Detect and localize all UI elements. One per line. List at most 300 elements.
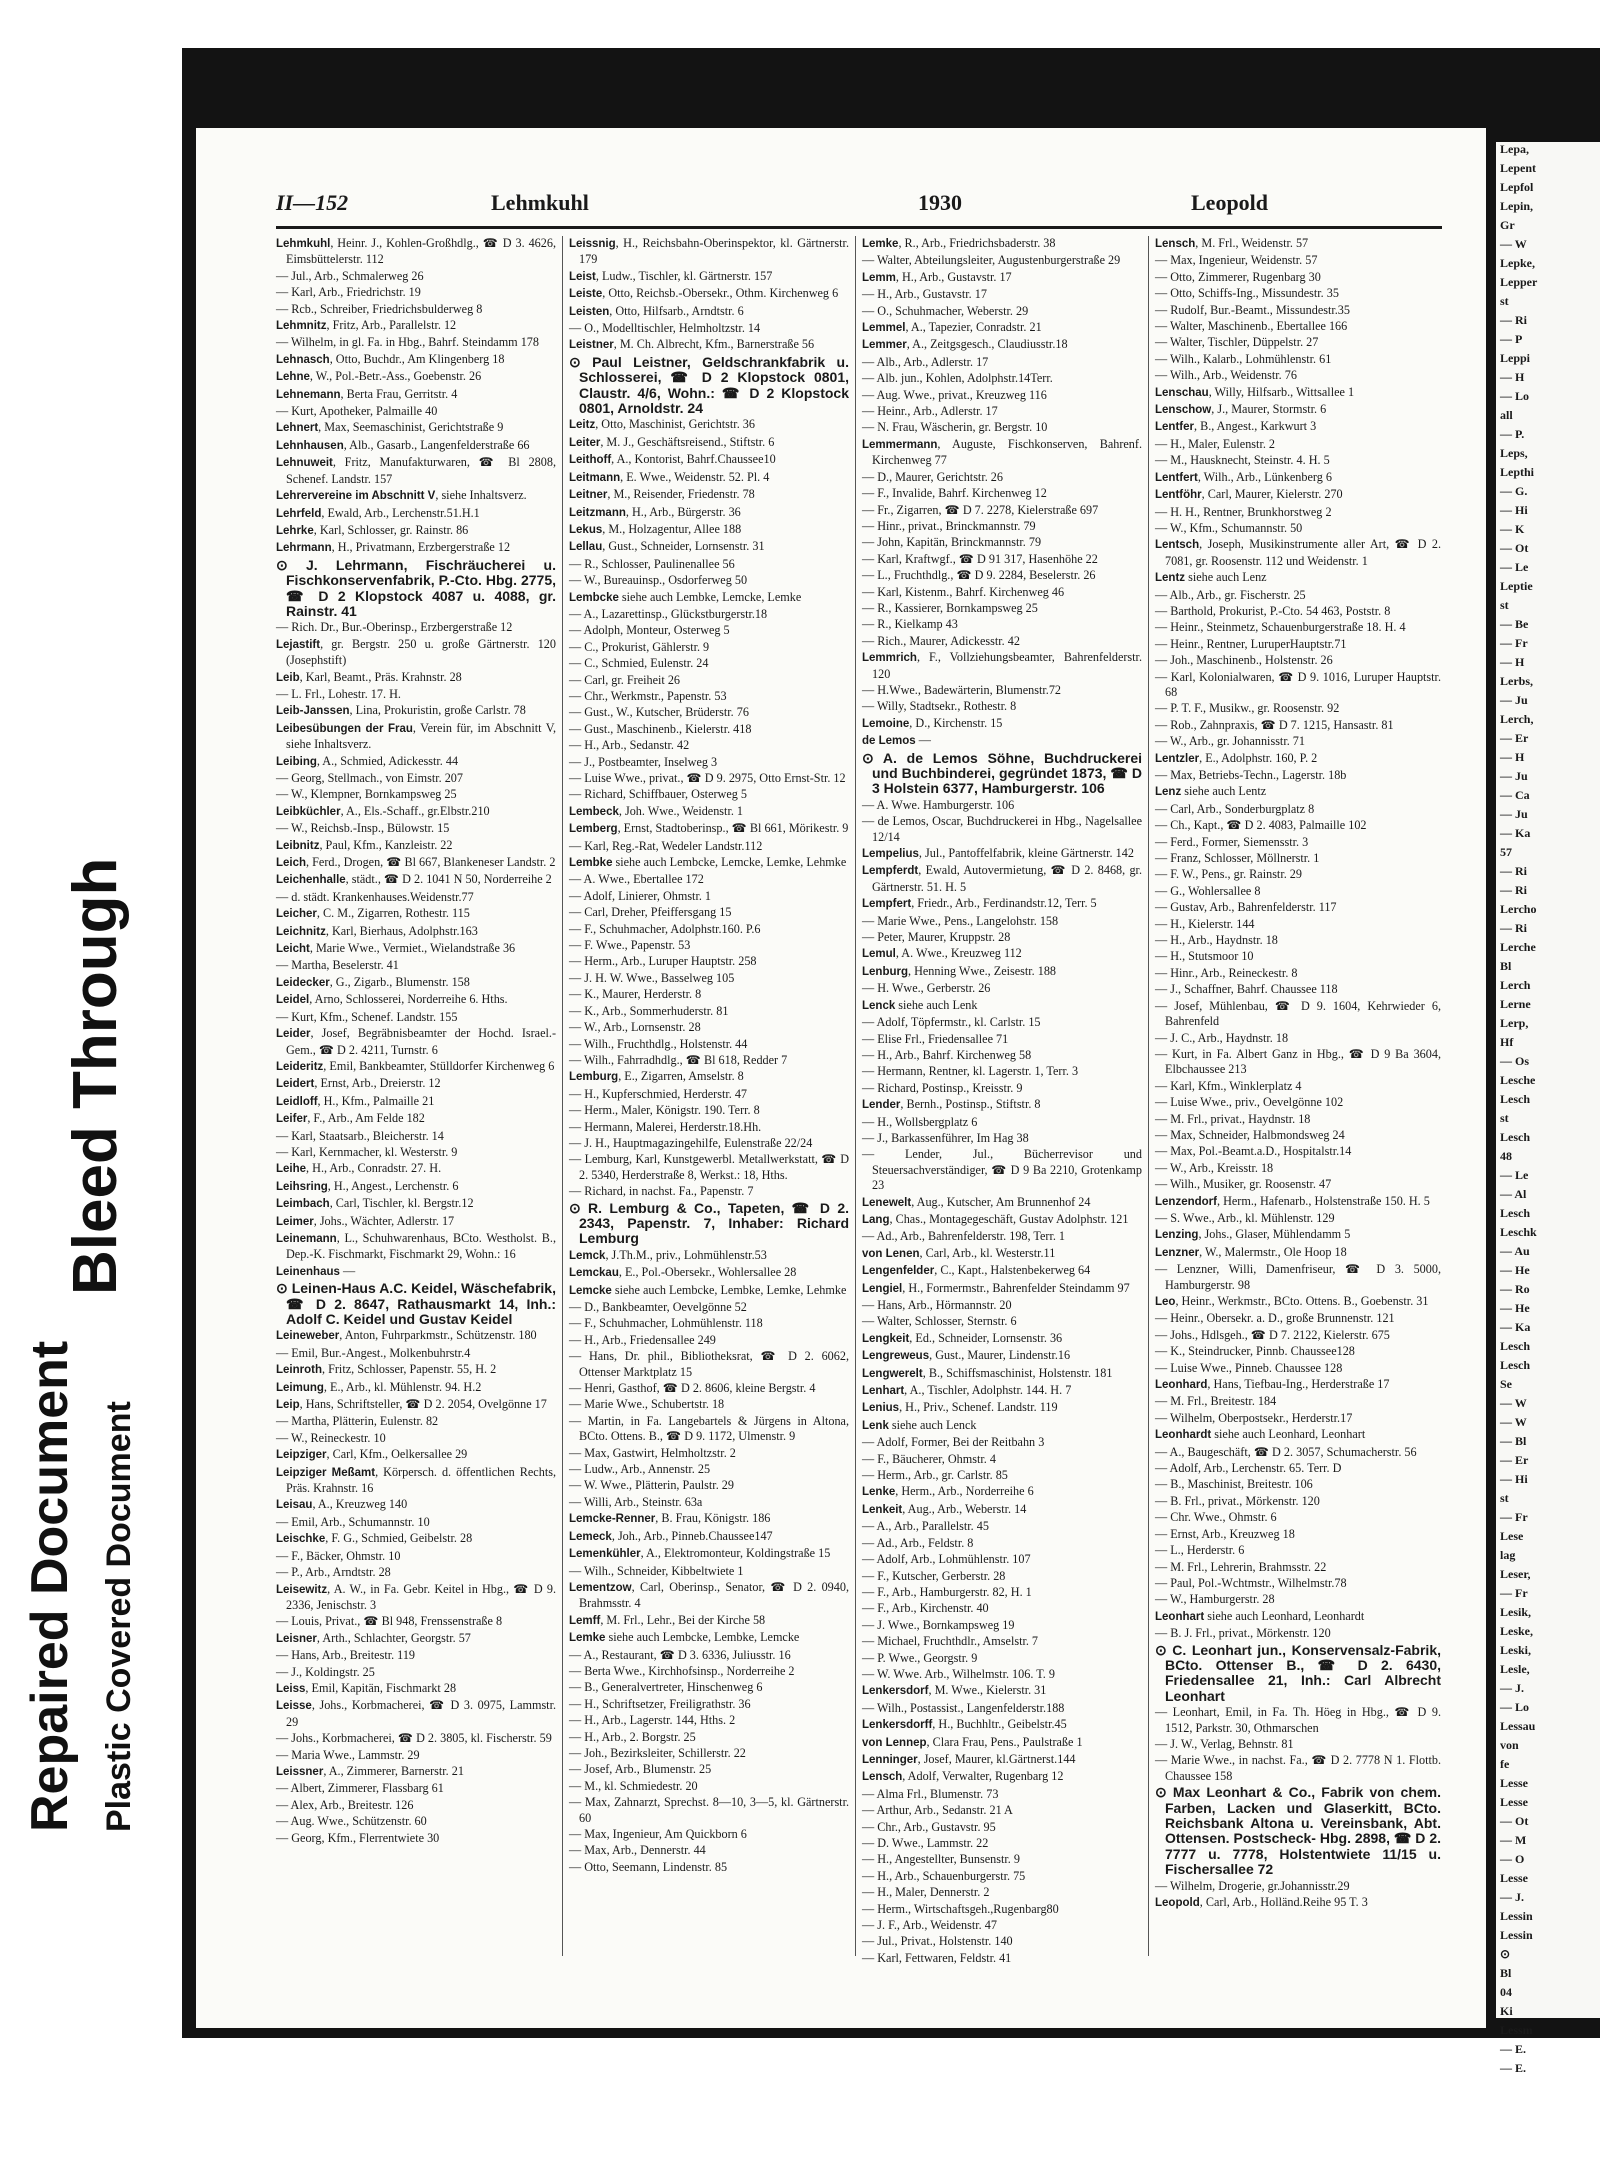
directory-entry: — John, Kapitän, Brinckmannstr. 79 [862,535,1042,550]
directory-entry: Lementzow, Carl, Oberinsp., Senator, ☎ D 2. 0940, Brahmsstr. 4 [569,1579,849,1611]
directory-entry: ⊙ Paul Leistner, Geldschrankfabrik u. Schlosserei, ☎ D 2 Klopstock 0801, Claustr. 4/6, Wohn.: ☎ D 2 Klopstock 0801, Arnoldstr. 24 [569,353,849,417]
directory-entry: Lenburg, Henning Wwe., Zeisestr. 188 [862,963,1057,978]
directory-entry: Lenzing, Johs., Glaser, Mühlendamm 5 [1155,1227,1351,1242]
directory-entry: Lenz siehe auch Lentz [1155,784,1267,799]
adjacent-page-fragment: — K [1500,522,1525,536]
directory-entry: Leist, Ludw., Tischler, kl. Gärtnerstr. 157 [569,268,773,283]
directory-entry: Leibing, A., Schmied, Adickesstr. 44 [276,753,459,768]
directory-entry: — Albert, Zimmerer, Flassbarg 61 [276,1781,444,1796]
directory-entry: Leo, Heinr., Werkmstr., BCto. Ottens. B., Goebenstr. 31 [1155,1294,1429,1308]
directory-entry: — F., Schuhmacher, Lohmühlenstr. 118 [569,1316,763,1331]
directory-entry: — Max, Schneider, Halbmondsweg 24 [1155,1127,1345,1142]
adjacent-page-fragment: — Lo [1500,1700,1530,1714]
adjacent-page-fragment: — W [1500,237,1527,251]
directory-entry: — J. H. W. Wwe., Basselweg 105 [569,970,735,985]
adjacent-page-fragment: Lesch [1500,1206,1530,1220]
adjacent-page-fragment: — Au [1500,1244,1530,1258]
adjacent-page-fragment: st [1500,294,1509,308]
directory-entry: — W., Klempner, Bornkampsweg 25 [276,787,457,802]
directory-entry: Leimung, E., Arb., kl. Mühlenstr. 94. H.2 [276,1379,482,1394]
directory-entry: Leimbach, Carl, Tischler, kl. Bergstr.12 [276,1196,474,1211]
directory-entry: — Wilh., Fahrradhdlg., ☎ Bl 618, Redder 7 [569,1052,788,1067]
directory-entry: — L. Frl., Lohestr. 17. H. [276,686,401,701]
directory-entry: Lengwerelt, B., Schiffsmaschinist, Holstenstr. 181 [862,1365,1113,1380]
directory-entry: — J., Postbeamter, Inselweg 3 [569,754,718,769]
directory-entry: Leonhart siehe auch Leonhard, Leonhardt [1155,1608,1365,1623]
directory-entry: Leich, Ferd., Drogen, ☎ Bl 667, Blankeneser Landstr. 2 [276,855,556,870]
directory-entry: — Adolf, Töpfermstr., kl. Carlstr. 15 [862,1015,1041,1030]
directory-entry: Leip, Hans, Schriftsteller, ☎ D 2. 2054, Ovelgönne 17 [276,1397,547,1412]
directory-entry: — W., Bureauinsp., Osdorferweg 50 [569,573,748,588]
directory-entry: — O., Modelltischler, Helmholtzstr. 14 [569,321,761,336]
adjacent-page-fragment: — Os [1500,1054,1530,1068]
adjacent-page-fragment: Lesch [1500,1358,1530,1372]
directory-entry: — Joh., Maschinenb., Holstenstr. 26 [1155,653,1333,668]
directory-entry: — Hermann, Malerei, Herderstr.18.Hh. [569,1119,762,1134]
directory-entry: Lengiel, H., Formermstr., Bahrenfelder Steindamm 97 [862,1280,1130,1295]
directory-entry: Lenzner, W., Malermstr., Ole Hoop 18 [1155,1244,1347,1259]
directory-entry: Lempfert, Friedr., Arb., Ferdinandstr.12, Terr. 5 [862,896,1097,911]
directory-entry: — Alb., Arb., Adlerstr. 17 [862,354,989,369]
directory-entry: — Karl, Kolonialwaren, ☎ D 9. 1016, Luruper Hauptstr. 68 [1155,669,1441,699]
directory-entry: — Willi, Arb., Steinstr. 63a [569,1494,703,1509]
directory-entry: — Heinr., Obersekr. a. D., große Brunnenstr. 121 [1155,1311,1395,1326]
adjacent-page-fragment: Lesch [1500,1130,1530,1144]
directory-entry: — H., Kielerstr. 144 [1155,916,1255,931]
directory-entry: — Heinr., Rentner, LuruperHauptstr.71 [1155,636,1347,651]
directory-entry: — Karl, Fettwaren, Feldstr. 41 [862,1950,1012,1965]
directory-entry: — J. F., Arb., Weidenstr. 47 [862,1918,997,1933]
directory-entry: — W. Wwe., Plätterin, Paulstr. 29 [569,1478,734,1493]
directory-entry: — K., Steindrucker, Pinnb. Chaussee128 [1155,1344,1355,1359]
directory-entry: — P. Wwe., Georgstr. 9 [862,1650,978,1665]
directory-entry: — Adolf, Arb., Lohmühlenstr. 107 [862,1552,1031,1567]
directory-entry: Lemeck, Joh., Arb., Pinneb.Chaussee147 [569,1528,773,1543]
adjacent-page-fragment: — Ka [1500,1320,1531,1334]
directory-entry: — J. W., Verlag, Behnstr. 81 [1155,1736,1294,1751]
directory-entry: — Wilh., Postassist., Langenfelderstr.188 [862,1700,1065,1715]
adjacent-page-fragment: Bl [1500,1966,1512,1980]
directory-entry: — B. J. Frl., privat., Mörkenstr. 120 [1155,1626,1331,1641]
adjacent-page-fragment: — Hi [1500,1472,1528,1486]
adjacent-page-fragment: Leptie [1500,579,1533,593]
adjacent-page-fragment: Lercho [1500,902,1537,916]
directory-entry: — H., Stutsmoor 10 [1155,949,1254,964]
directory-entry: Lemmel, A., Tapezier, Conradstr. 21 [862,320,1042,335]
directory-entry: — Walter, Schlosser, Sternstr. 6 [862,1314,1017,1329]
directory-entry: Leithoff, A., Kontorist, Bahrf.Chaussee10 [569,452,776,467]
directory-entry: Leib-Janssen, Lina, Prokuristin, große Carlstr. 78 [276,703,526,718]
directory-entry: Lentzler, E., Adolphstr. 160, P. 2 [1155,750,1318,765]
directory-entry: Lembeck, Joh. Wwe., Weidenstr. 1 [569,803,744,818]
directory-entry: Lenninger, Josef, Maurer, kl.Gärtnerst.144 [862,1751,1076,1766]
directory-entry: Leihsring, H., Angest., Lerchenstr. 6 [276,1178,459,1193]
directory-entry: ⊙ A. de Lemos Söhne, Buchdruckerei und Buchbinderei, gegründet 1873, ☎ D 3 Holstein 6377, Hamburgerstr. 106 [862,749,1142,797]
directory-entry: — Alb., Arb., gr. Fischerstr. 25 [1155,587,1306,602]
adjacent-page-fragment: — P. [1500,427,1525,441]
directory-entry: — Otto, Zimmerer, Rugenbarg 30 [1155,269,1321,284]
adjacent-page-fragment: — H [1500,655,1525,669]
directory-entry: Leonhard, Hans, Tiefbau-Ing., Herderstraße 17 [1155,1377,1390,1392]
directory-entry: Lentsch, Joseph, Musikinstrumente aller Art, ☎ D 2. 7081, gr. Roosenstr. 112 und Weidenstr. 1 [1155,537,1441,568]
directory-entry: — H., Arb., Lagerstr. 144, Hths. 2 [569,1713,736,1728]
directory-entry: — A., Baugeschäft, ☎ D 2. 3057, Schumacherstr. 56 [1155,1444,1417,1459]
directory-entry: Lender, Bernh., Postinsp., Stiftstr. 8 [862,1097,1041,1112]
directory-entry: — Ludw., Arb., Annenstr. 25 [569,1462,711,1477]
plastic-covered-label: Plastic Covered Document [100,1401,138,1832]
adjacent-page-fragment: Lerp, [1500,1016,1529,1030]
directory-entry: — Gust., W., Kutscher, Brüderstr. 76 [569,705,749,720]
year: 1930 [918,190,962,215]
directory-entry: Lemckau, E., Pol.-Obersekr., Wohlersallee 28 [569,1265,797,1280]
directory-entry: — Luise Wwe., Pinneb. Chaussee 128 [1155,1360,1343,1375]
directory-entry: — Max, Ingenieur, Weidenstr. 57 [1155,253,1318,268]
directory-entry: — Marie Wwe., Schubertstr. 18 [569,1397,725,1412]
directory-entry: — J. C., Arb., Haydnstr. 18 [1155,1030,1289,1045]
directory-entry: — H., Angestellter, Bunsenstr. 9 [862,1852,1020,1867]
directory-entry: Leidert, Ernst, Arb., Dreierstr. 12 [276,1076,441,1091]
directory-entry: Lemke, R., Arb., Friedrichsbaderstr. 38 [862,236,1056,250]
adjacent-page-fragment: Leski, [1500,1643,1532,1657]
directory-entry: — Max, Zahnarzt, Sprechst. 8—10, 3—5, kl. Gärtnerstr. 60 [569,1795,849,1825]
directory-entry: — Karl, Arb., Friedrichstr. 19 [276,285,421,300]
directory-entry: — Elise Frl., Friedensallee 71 [862,1031,1009,1046]
directory-entry: Leicht, Marie Wwe., Vermiet., Wielandstraße 36 [276,941,516,956]
directory-entry: — Martha, Beselerstr. 41 [276,958,399,973]
directory-entry: — H., Arb., Sedanstr. 42 [569,738,690,753]
directory-entry: — Hinr., privat., Brinckmannstr. 79 [862,518,1036,533]
directory-entry: Lemmer, A., Zeitgsgesch., Claudiusstr.18 [862,337,1068,352]
directory-entry: — Paul, Pol.-Wchtmstr., Wilhelmstr.78 [1155,1575,1347,1590]
directory-entry: Lempelius, Jul., Pantoffelfabrik, kleine Gärtnerstr. 142 [862,846,1134,861]
adjacent-page-fragment: ⊙ [1500,1947,1511,1961]
adjacent-page-fragment: — Ri [1500,883,1527,897]
directory-entry: — Max, Pol.-Beamt.a.D., Hospitalstr.14 [1155,1144,1352,1159]
adjacent-page-fragment: Lerche [1500,940,1536,954]
adjacent-page-fragment: Ki [1500,2004,1513,2018]
directory-entry: — Aug. Wwe., Schützenstr. 60 [276,1814,427,1829]
adjacent-page-fragment: — Ca [1500,788,1530,802]
adjacent-page-edge [1496,142,1600,2075]
adjacent-page-fragment: Lesle, [1500,1662,1530,1676]
adjacent-page-fragment: Lepke, [1500,256,1536,270]
directory-entry: — Richard, Postinsp., Kreisstr. 9 [862,1080,1023,1095]
directory-entry: — Josef, Arb., Blumenstr. 25 [569,1762,712,1777]
directory-entry: — W., Arb., gr. Johannisstr. 71 [1155,734,1305,749]
directory-entry: — R., Kielkamp 43 [862,617,958,632]
adjacent-page-fragment: Lepthi [1500,465,1535,479]
adjacent-page-fragment: Se [1500,1377,1512,1391]
directory-entry: — W., Arb., Kreisstr. 18 [1155,1160,1274,1175]
directory-entry: — Richard, Schiffbauer, Osterweg 5 [569,787,747,802]
directory-entry: — Chr. Wwe., Ohmstr. 6 [1155,1510,1277,1525]
directory-entry: — H., Arb., 2. Borgstr. 25 [569,1729,696,1744]
directory-entry: — C., Schmied, Eulenstr. 24 [569,656,709,671]
adjacent-page-fragment: Leske, [1500,1624,1533,1638]
adjacent-page-fragment: — Ka [1500,826,1531,840]
directory-entry: Leibküchler, A., Els.-Schaff., gr.Elbstr.210 [276,803,490,818]
adjacent-page-fragment: fe [1500,1757,1510,1771]
directory-entry: — H., Kupferschmied, Herderstr. 47 [569,1086,748,1101]
adjacent-page-fragment: lag [1500,1548,1516,1562]
directory-entry: Leifer, F., Arb., Am Felde 182 [276,1111,425,1126]
directory-entry: — W., Hamburgerstr. 28 [1155,1592,1275,1607]
directory-entry: — Fr., Zigarren, ☎ D 7. 2278, Kielerstraße 697 [862,502,1099,517]
adjacent-page-fragment: — E. [1500,2061,1527,2075]
directory-entry: — B. Frl., privat., Mörkenstr. 120 [1155,1493,1320,1508]
directory-entry: — Karl, Kraftwgf., ☎ D 91 317, Hasenhöhe 22 [862,551,1098,566]
adjacent-page-fragment: — Ri [1500,921,1527,935]
directory-entry: Lejastift, gr. Bergstr. 250 u. große Gärtnerstr. 120 (Josephstift) [276,636,556,668]
directory-entry: — C., Prokurist, Gählerstr. 9 [569,639,710,654]
adjacent-page-fragment: — O [1500,1852,1525,1866]
adjacent-page-fragment: — Ri [1500,313,1527,327]
directory-entry: Lentföhr, Carl, Maurer, Kielerstr. 270 [1155,487,1343,502]
directory-entry: — F. Wwe., Papenstr. 53 [569,938,691,953]
directory-entry: Lensch, Adolf, Verwalter, Rugenbarg 12 [862,1769,1064,1784]
directory-entry: Lekus, M., Holzagentur, Allee 188 [569,521,742,536]
directory-entry: Leihe, H., Arb., Conradstr. 27. H. [276,1161,442,1176]
directory-entry: — Hans, Dr. phil., Bibliotheksrat, ☎ D 2. 6062, Ottenser Marktplatz 15 [569,1349,849,1379]
directory-entry: — D., Bankbeamter, Oevelgönne 52 [569,1300,747,1314]
directory-entry: Lemff, M. Frl., Lehr., Bei der Kirche 58 [569,1612,766,1627]
directory-entry: Leichnitz, Karl, Bierhaus, Adolphstr.163 [276,923,478,938]
directory-entry: Leisau, A., Kreuzweg 140 [276,1497,408,1512]
directory-entry: Leineweber, Anton, Fuhrparkmstr., Schützenstr. 180 [276,1328,537,1343]
adjacent-page-fragment: — Er [1500,1453,1529,1467]
adjacent-page-fragment: — Fr [1500,1510,1528,1524]
directory-entry: — K., Maurer, Herderstr. 8 [569,987,702,1002]
directory-entry: — Berta Wwe., Kirchhofsinsp., Norderreihe 2 [569,1663,795,1678]
directory-entry: — Herm., Arb., gr. Carlstr. 85 [862,1468,1008,1483]
adjacent-page-fragment: — Fr [1500,636,1528,650]
directory-entry: — Adolf, Former, Bei der Reitbahn 3 [862,1435,1045,1450]
directory-entry: Lemmrich, F., Vollziehungsbeamter, Bahrenfelderstr. 120 [862,650,1142,681]
directory-entry: — W., Arb., Lornsenstr. 28 [569,1020,701,1035]
directory-entry: Leideritz, Emil, Bankbeamter, Stülldorfer Kirchenweg 6 [276,1058,555,1073]
directory-entry: Leissner, A., Zimmerer, Barnerstr. 21 [276,1763,464,1778]
directory-entry: Lenk siehe auch Lenck [862,1417,977,1432]
directory-entry: Leibesübungen der Frau, Verein für, im Abschnitt V, siehe Inhaltsverz. [276,720,556,752]
directory-entry: — S. Wwe., Arb., kl. Mühlenstr. 129 [1155,1210,1335,1225]
directory-entry: — Walter, Maschinenb., Ebertallee 166 [1155,319,1348,334]
directory-entry: Lenkersdorff, H., Buchhltr., Geibelstr.45 [862,1717,1067,1732]
directory-entry: Lenzendorf, Herm., Hafenarb., Holstenstraße 150. H. 5 [1155,1193,1430,1208]
directory-entry: — H., Maler, Eulenstr. 2 [1155,436,1276,451]
directory-entry: — d. städt. Krankenhauses.Weidenstr.77 [276,889,474,904]
adjacent-page-fragment: — Ri [1500,864,1527,878]
adjacent-page-fragment: — Lo [1500,389,1530,403]
directory-entry: — Rcb., Schreiber, Friedrichsbulderweg 8 [276,301,483,316]
directory-entry: — W., Kfm., Schumannstr. 50 [1155,520,1303,535]
column-4 [1155,236,1441,1956]
directory-entry: — B., Generalvertreter, Hinschenweg 6 [569,1680,763,1695]
directory-entry: — H., Arb., Bahrf. Kirchenweg 58 [862,1047,1032,1062]
adjacent-page-fragment: — P [1500,332,1523,346]
directory-entry: — Rich., Maurer, Adickesstr. 42 [862,633,1020,648]
directory-entry: — Peter, Maurer, Kruppstr. 28 [862,930,1011,945]
directory-entry: — F. W., Pens., gr. Rainstr. 29 [1155,867,1302,882]
directory-entry: — Karl, Kernmacher, kl. Westerstr. 9 [276,1144,458,1159]
column-2 [569,236,849,1956]
directory-entry: Leitzmann, H., Arb., Bürgerstr. 36 [569,504,741,519]
adjacent-page-fragment: — He [1500,1263,1530,1277]
directory-entry: — Luise Wwe., privat., ☎ D 9. 2975, Otto Ernst-Str. 12 [569,771,846,785]
directory-entry: Lengkeit, Ed., Schneider, Lornsenstr. 36 [862,1330,1063,1345]
adjacent-page-fragment: st [1500,1111,1509,1125]
directory-entry: Leiste, Otto, Reichsb.-Obersekr., Othm. Kirchenweg 6 [569,286,839,301]
adjacent-page-fragment: — G. [1500,484,1528,498]
adjacent-page-fragment: — Ju [1500,693,1528,707]
directory-entry: — Wilh., Fruchthdlg., Holstenstr. 44 [569,1036,748,1051]
directory-entry: — G., Wohlersallee 8 [1155,883,1261,898]
column-divider [562,236,563,1956]
directory-entry: — Adolf, Arb., Lerchenstr. 65. Terr. D [1155,1461,1342,1476]
directory-entry: — F., Bäcker, Ohmstr. 10 [276,1548,401,1563]
directory-entry: Lellau, Gust., Schneider, Lornsenstr. 31 [569,539,765,554]
directory-entry: — Jul., Privat., Holstenstr. 140 [862,1934,1013,1949]
directory-entry: Lehrervereine im Abschnitt V, siehe Inhaltsverz. [276,488,527,503]
directory-entry: Lemck, J.Th.M., priv., Lohmühlenstr.53 [569,1247,767,1262]
directory-entry: — L., Fruchthdlg., ☎ D 9. 2284, Beselerstr. 26 [862,568,1096,583]
adjacent-page-fragment: Lepfol [1500,180,1534,194]
directory-entry: Leider, Josef, Begräbnisbeamter der Hochd. Israel.-Gem., ☎ D 2. 4211, Turnstr. 6 [276,1026,556,1057]
directory-entry: — Wilhelm, Drogerie, gr.Johannisstr.29 [1155,1878,1350,1893]
adjacent-page-fragment: Lessm [1500,2023,1533,2037]
directory-entry: Leicher, C. M., Zigarren, Rothestr. 115 [276,906,470,921]
adjacent-page-fragment: — Fr [1500,1586,1528,1600]
adjacent-page-fragment: — Ot [1500,541,1529,555]
directory-entry: — F., Bäucherer, Ohmstr. 4 [862,1451,996,1466]
adjacent-page-fragment: Leppi [1500,351,1531,365]
directory-entry: — F., Arb., Kirchenstr. 40 [862,1601,989,1616]
directory-entry: Lengenfelder, C., Kapt., Halstenbekerweg 64 [862,1263,1091,1278]
directory-entry: Lehnuweit, Fritz, Manufakturwaren, ☎ Bl 2808, Schenef. Landstr. 157 [276,455,556,486]
directory-entry: — H., Maler, Dennerstr. 2 [862,1885,990,1900]
adjacent-page-fragment: Lesch [1500,1339,1530,1353]
directory-entry: — H., Arb., Friedensallee 249 [569,1332,716,1347]
directory-entry: — Rich. Dr., Bur.-Oberinsp., Erzbergerstraße 12 [276,620,513,635]
adjacent-page-fragment: Lerch, [1500,712,1534,726]
directory-entry: — Leonhart, Emil, in Fa. Th. Höeg in Hbg., ☎ D 9. 1512, Parkstr. 30, Othmarschen [1155,1705,1441,1735]
directory-entry: — Heinr., Steinmetz, Schauenburgerstraße 18. H. 4 [1155,620,1406,635]
directory-entry: — Barthold, Prokurist, P.-Cto. 54 463, Poststr. 8 [1155,603,1391,618]
directory-entry: — Ad., Arb., Feldstr. 8 [862,1535,974,1550]
directory-entry: — Johs., Hdlsgeh., ☎ D 7. 2122, Kielerstr. 675 [1155,1327,1390,1342]
directory-entry: — Wilhelm, in gl. Fa. in Hbg., Bahrf. Steindamm 178 [276,335,539,350]
directory-entry: von Lennep, Clara Frau, Pens., Paulstraße 1 [862,1734,1083,1749]
adjacent-page-fragment: — Ju [1500,807,1528,821]
directory-entry: Lemoine, D., Kirchenstr. 15 [862,715,1003,730]
last-entry-word: Leopold [1191,190,1269,215]
adjacent-page-fragment: Lessau [1500,1719,1536,1733]
directory-entry: — M. Frl., privat., Haydnstr. 18 [1155,1111,1311,1126]
directory-entry: Leidecker, G., Zigarb., Blumenstr. 158 [276,974,470,989]
directory-entry: Lemmermann, Auguste, Fischkonserven, Bahrenf. Kirchenweg 77 [862,436,1142,468]
directory-entry: — Franz, Schlosser, Möllnerstr. 1 [1155,851,1320,866]
directory-entry: — Michael, Fruchthdlr., Amselstr. 7 [862,1634,1039,1649]
directory-entry: Lenhart, A., Tischler, Adolphstr. 144. H. 7 [862,1383,1072,1398]
directory-entry: — Wilh., Kalarb., Lohmühlenstr. 61 [1155,351,1332,366]
directory-entry: Leitz, Otto, Maschinist, Gerichtstr. 36 [569,417,755,432]
directory-entry: — Wilhelm, Oberpostsekr., Herderstr.17 [1155,1410,1353,1425]
directory-entry: — Luise Wwe., priv., Oevelgönne 102 [1155,1095,1344,1110]
directory-entry: — H.Wwe., Badewärterin, Blumenstr.72 [862,682,1062,697]
adjacent-page-fragment: Lesche [1500,1073,1536,1087]
directory-entry: Leisten, Otto, Hilfsarb., Arndtstr. 6 [569,303,744,318]
directory-entry: Lemcke siehe auch Lembcke, Lembke, Lemke, Lehmke [569,1282,847,1297]
directory-entry: — Karl, Kfm., Winklerplatz 4 [1155,1078,1302,1093]
repaired-document-label: Repaired Document [21,1340,79,1832]
directory-entry: Lemenkühler, A., Elektromonteur, Koldingstraße 15 [569,1546,831,1561]
adjacent-page-fragment: Lepin, [1500,199,1534,213]
adjacent-page-fragment: Lesse [1500,1795,1528,1809]
adjacent-page-fragment: Lesik, [1500,1605,1532,1619]
header-rule [276,226,1442,229]
directory-entry: ⊙ Max Leonhart & Co., Fabrik von chem. Farben, Lacken und Glaserkitt, BCto. Reichsbank Altona u. Vereinsbank, Abt. Ottensen. Postscheck- Hbg. 2898, ☎ D 2. 7777 u. 7778, Holstentwiete 11/15 u. Fischersallee 72 [1155,1784,1441,1878]
directory-entry: — H. H., Rentner, Brunkhorstweg 2 [1155,504,1332,519]
directory-entry: von Lenen, Carl, Arb., kl. Westerstr.11 [862,1245,1056,1260]
directory-entry: Lemcke-Renner, B. Frau, Königstr. 186 [569,1511,771,1526]
directory-entry: — Ch., Kapt., ☎ D 2. 4083, Palmaille 102 [1155,818,1367,833]
adjacent-page-fragment: — W [1500,1396,1527,1410]
directory-entry: — Chr., Werkmstr., Papenstr. 53 [569,688,727,703]
directory-entry: Lentz siehe auch Lenz [1155,570,1267,585]
directory-entry: — Hans, Arb., Breitestr. 119 [276,1648,416,1663]
directory-entry: — Richard, in nachst. Fa., Papenstr. 7 [569,1184,754,1199]
adjacent-page-fragment: 04 [1500,1985,1512,1999]
directory-entry: — Otto, Seemann, Lindenstr. 85 [569,1859,728,1874]
directory-columns [276,236,1441,1965]
label-strip [0,0,180,2177]
directory-entry: — Ferd., Former, Siemensstr. 3 [1155,834,1309,849]
adjacent-page-fragment: st [1500,1491,1509,1505]
directory-entry: Lembke siehe auch Lembcke, Lemcke, Lemke, Lehmke [569,855,847,870]
directory-entry: Leiss, Emil, Kapitän, Fischmarkt 28 [276,1680,457,1695]
adjacent-page-fragment: — E. [1500,2042,1527,2056]
directory-entry: Lenschow, J., Maurer, Stormstr. 6 [1155,402,1327,417]
directory-entry: — H., Arb., Schauenburgerstr. 75 [862,1868,1026,1883]
adjacent-page-fragment: Lesse [1500,1776,1528,1790]
directory-entry: — A. Wwe., Ebertallee 172 [569,872,704,887]
column-1 [276,236,556,1956]
directory-entry: Leib, Karl, Beamt., Präs. Krahnstr. 28 [276,669,462,684]
directory-entry: — M., kl. Schmiedestr. 20 [569,1778,698,1793]
directory-entry: ⊙ Leinen-Haus A.C. Keidel, Wäschefabrik, ☎ D 2. 8647, Rathausmarkt 14, Inh.: Adolf C. Keidel und Gustav Keidel [276,1280,556,1327]
directory-entry: — J., Barkassenführer, Im Hag 38 [862,1130,1029,1145]
directory-entry: — W. Wwe. Arb., Wilhelmstr. 106. T. 9 [862,1666,1055,1681]
directory-entry: — Adolf, Linierer, Ohmstr. 1 [569,888,712,903]
directory-entry: — A., Lazarettinsp., Glückstburgerstr.18 [569,606,768,621]
directory-entry: — Willy, Stadtsekr., Rothestr. 8 [862,699,1017,714]
directory-entry: — Rudolf, Bur.-Beamt., Missundestr.35 [1155,302,1350,317]
directory-entry: — Aug. Wwe., privat., Kreuzweg 116 [862,387,1047,402]
directory-entry: — H., Schriftsetzer, Freiligrathstr. 36 [569,1696,751,1711]
adjacent-page-fragment: Leser, [1500,1567,1531,1581]
directory-entry: — Alex, Arb., Breitestr. 126 [276,1797,414,1812]
directory-entry: Lentfer, B., Angest., Karkwurt 3 [1155,419,1317,434]
directory-entry: Lempferdt, Ewald, Autovermietung, ☎ D 2. 8468, gr. Gärtnerstr. 51. H. 5 [862,863,1142,894]
directory-entry: — Georg, Kfm., Flerrentwiete 30 [276,1830,440,1845]
adjacent-page-fragment: — He [1500,1301,1530,1315]
directory-entry: Lemburg, E., Zigarren, Amselstr. 8 [569,1069,744,1084]
adjacent-page-fragment: Hf [1500,1035,1514,1049]
directory-entry: — Karl, Reg.-Rat, Wedeler Landstr.112 [569,838,763,853]
directory-entry: — Arthur, Arb., Sedanstr. 21 A [862,1803,1013,1818]
directory-entry: — W., Reineckestr. 10 [276,1430,386,1445]
directory-entry: — Chr., Arb., Gustavstr. 95 [862,1819,996,1834]
directory-entry: — J. Wwe., Bornkampsweg 19 [862,1617,1015,1632]
